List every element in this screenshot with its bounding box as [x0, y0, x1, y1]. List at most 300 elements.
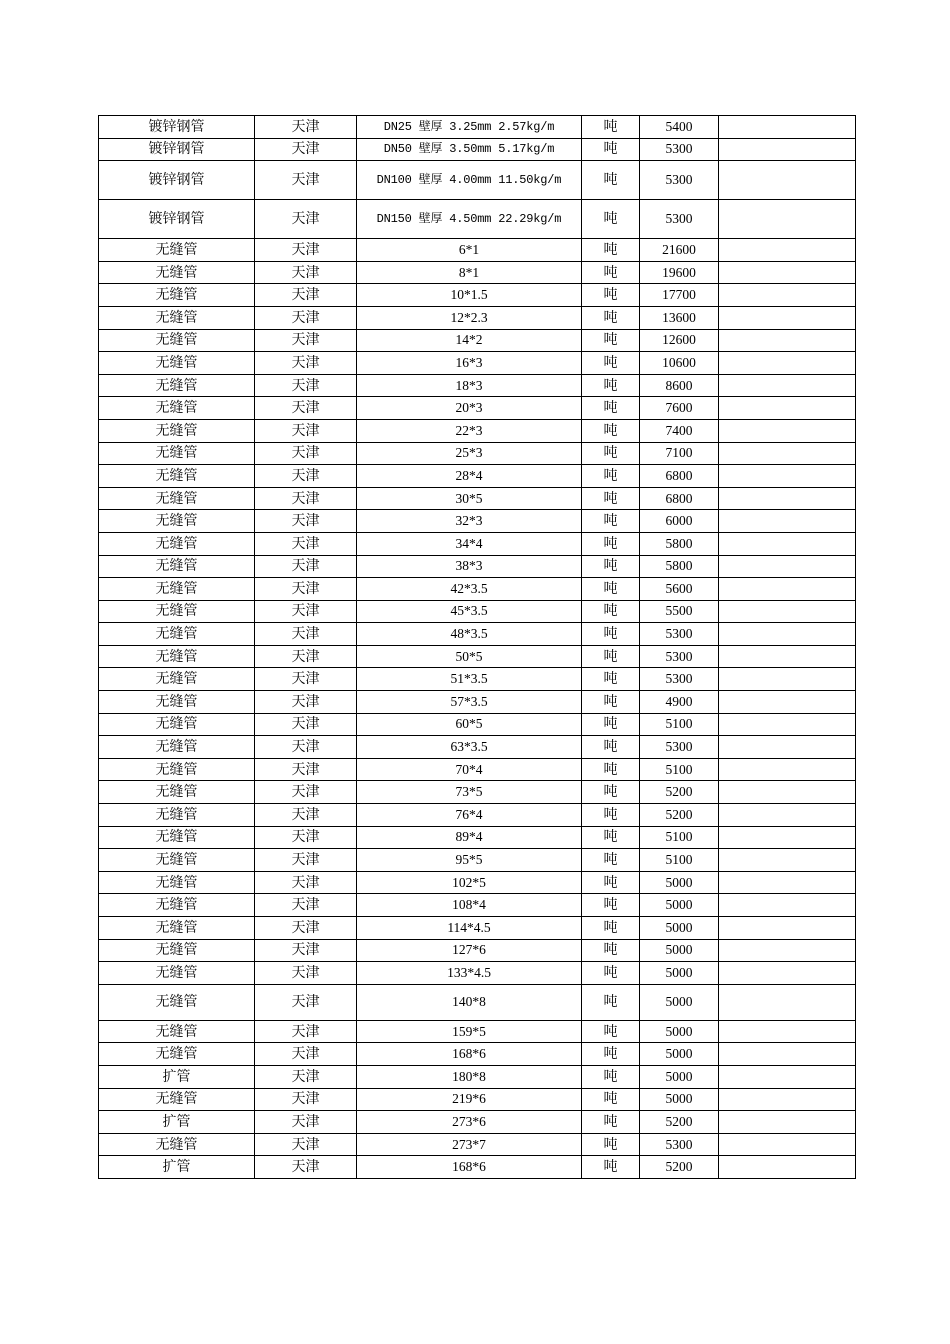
table-row	[99, 161, 856, 200]
unit-cell: 吨	[582, 600, 640, 623]
table-row	[99, 239, 856, 262]
table-row	[99, 352, 856, 375]
price-cell: 5300	[640, 668, 719, 691]
price-cell: 5100	[640, 758, 719, 781]
city-cell: 天津	[255, 352, 357, 375]
unit-cell: 吨	[582, 645, 640, 668]
spec-cell: 168*6	[357, 1043, 582, 1066]
product-name-cell: 无缝管	[99, 465, 255, 488]
price-cell: 5300	[640, 138, 719, 161]
unit-cell: 吨	[582, 374, 640, 397]
table-row	[99, 138, 856, 161]
spec-cell: 16*3	[357, 352, 582, 375]
spec-cell: 219*6	[357, 1088, 582, 1111]
unit-cell: 吨	[582, 442, 640, 465]
city-cell: 天津	[255, 645, 357, 668]
price-cell: 5300	[640, 161, 719, 200]
table-row	[99, 465, 856, 488]
city-cell: 天津	[255, 261, 357, 284]
table-row	[99, 781, 856, 804]
product-name-cell: 镀锌钢管	[99, 200, 255, 239]
price-cell: 19600	[640, 261, 719, 284]
note-cell	[719, 465, 856, 488]
price-cell: 5100	[640, 713, 719, 736]
unit-cell: 吨	[582, 962, 640, 985]
spec-cell: 12*2.3	[357, 306, 582, 329]
product-name-cell: 扩管	[99, 1111, 255, 1134]
spec-cell: 73*5	[357, 781, 582, 804]
note-cell	[719, 871, 856, 894]
table-row	[99, 329, 856, 352]
note-cell	[719, 329, 856, 352]
product-name-cell: 无缝管	[99, 917, 255, 940]
price-cell: 5000	[640, 984, 719, 1020]
table-row	[99, 1065, 856, 1088]
unit-cell: 吨	[582, 623, 640, 646]
unit-cell: 吨	[582, 161, 640, 200]
note-cell	[719, 849, 856, 872]
note-cell	[719, 1133, 856, 1156]
price-cell: 8600	[640, 374, 719, 397]
price-cell: 5100	[640, 826, 719, 849]
product-name-cell: 无缝管	[99, 668, 255, 691]
price-cell: 5500	[640, 600, 719, 623]
spec-cell: 20*3	[357, 397, 582, 420]
table-row	[99, 668, 856, 691]
unit-cell: 吨	[582, 1065, 640, 1088]
note-cell	[719, 1043, 856, 1066]
city-cell: 天津	[255, 871, 357, 894]
price-cell: 5000	[640, 1088, 719, 1111]
spec-cell: 32*3	[357, 510, 582, 533]
city-cell: 天津	[255, 917, 357, 940]
price-cell: 5400	[640, 116, 719, 139]
product-name-cell: 无缝管	[99, 487, 255, 510]
product-name-cell: 无缝管	[99, 871, 255, 894]
city-cell: 天津	[255, 306, 357, 329]
spec-cell: 273*7	[357, 1133, 582, 1156]
table-row	[99, 600, 856, 623]
unit-cell: 吨	[582, 138, 640, 161]
spec-cell: 180*8	[357, 1065, 582, 1088]
unit-cell: 吨	[582, 1020, 640, 1043]
product-name-cell: 无缝管	[99, 532, 255, 555]
note-cell	[719, 397, 856, 420]
product-name-cell: 扩管	[99, 1065, 255, 1088]
city-cell: 天津	[255, 487, 357, 510]
price-cell: 5200	[640, 1111, 719, 1134]
table-row	[99, 116, 856, 139]
note-cell	[719, 1156, 856, 1179]
spec-cell: 8*1	[357, 261, 582, 284]
city-cell: 天津	[255, 1111, 357, 1134]
price-cell: 12600	[640, 329, 719, 352]
product-name-cell: 无缝管	[99, 1043, 255, 1066]
note-cell	[719, 826, 856, 849]
product-name-cell: 无缝管	[99, 352, 255, 375]
note-cell	[719, 645, 856, 668]
table-row	[99, 200, 856, 239]
note-cell	[719, 962, 856, 985]
spec-cell: 60*5	[357, 713, 582, 736]
table-row	[99, 284, 856, 307]
note-cell	[719, 939, 856, 962]
note-cell	[719, 600, 856, 623]
product-name-cell: 无缝管	[99, 713, 255, 736]
note-cell	[719, 239, 856, 262]
table-row	[99, 1111, 856, 1134]
price-cell: 5300	[640, 736, 719, 759]
note-cell	[719, 352, 856, 375]
spec-cell: 273*6	[357, 1111, 582, 1134]
product-name-cell: 无缝管	[99, 239, 255, 262]
price-cell: 5000	[640, 1043, 719, 1066]
note-cell	[719, 578, 856, 601]
price-cell: 5000	[640, 962, 719, 985]
city-cell: 天津	[255, 1156, 357, 1179]
note-cell	[719, 1088, 856, 1111]
price-cell: 7600	[640, 397, 719, 420]
product-name-cell: 无缝管	[99, 555, 255, 578]
price-cell: 5000	[640, 871, 719, 894]
unit-cell: 吨	[582, 1111, 640, 1134]
price-cell: 6800	[640, 487, 719, 510]
unit-cell: 吨	[582, 668, 640, 691]
unit-cell: 吨	[582, 116, 640, 139]
city-cell: 天津	[255, 1088, 357, 1111]
city-cell: 天津	[255, 1065, 357, 1088]
table-row	[99, 713, 856, 736]
price-table	[98, 115, 856, 1179]
unit-cell: 吨	[582, 284, 640, 307]
price-table-body	[99, 116, 856, 1179]
unit-cell: 吨	[582, 465, 640, 488]
city-cell: 天津	[255, 442, 357, 465]
price-cell: 5200	[640, 1156, 719, 1179]
price-cell: 17700	[640, 284, 719, 307]
table-row	[99, 374, 856, 397]
unit-cell: 吨	[582, 1133, 640, 1156]
product-name-cell: 无缝管	[99, 306, 255, 329]
price-cell: 5200	[640, 804, 719, 827]
table-row	[99, 487, 856, 510]
note-cell	[719, 1020, 856, 1043]
note-cell	[719, 487, 856, 510]
table-row	[99, 917, 856, 940]
table-row	[99, 532, 856, 555]
price-cell: 5000	[640, 1065, 719, 1088]
unit-cell: 吨	[582, 1043, 640, 1066]
product-name-cell: 无缝管	[99, 691, 255, 714]
spec-cell: 159*5	[357, 1020, 582, 1043]
note-cell	[719, 1065, 856, 1088]
city-cell: 天津	[255, 600, 357, 623]
note-cell	[719, 984, 856, 1020]
city-cell: 天津	[255, 713, 357, 736]
price-cell: 5000	[640, 894, 719, 917]
price-cell: 5800	[640, 555, 719, 578]
table-row	[99, 1156, 856, 1179]
city-cell: 天津	[255, 161, 357, 200]
city-cell: 天津	[255, 691, 357, 714]
city-cell: 天津	[255, 736, 357, 759]
unit-cell: 吨	[582, 419, 640, 442]
unit-cell: 吨	[582, 736, 640, 759]
table-row	[99, 442, 856, 465]
spec-cell: 34*4	[357, 532, 582, 555]
note-cell	[719, 116, 856, 139]
price-cell: 5300	[640, 1133, 719, 1156]
city-cell: 天津	[255, 116, 357, 139]
city-cell: 天津	[255, 1043, 357, 1066]
price-cell: 5300	[640, 623, 719, 646]
table-row	[99, 645, 856, 668]
price-cell: 5000	[640, 939, 719, 962]
city-cell: 天津	[255, 239, 357, 262]
table-row	[99, 1088, 856, 1111]
unit-cell: 吨	[582, 329, 640, 352]
note-cell	[719, 917, 856, 940]
spec-cell: DN25 壁厚 3.25mm 2.57kg/m	[357, 116, 582, 139]
note-cell	[719, 1111, 856, 1134]
city-cell: 天津	[255, 849, 357, 872]
note-cell	[719, 758, 856, 781]
price-cell: 21600	[640, 239, 719, 262]
city-cell: 天津	[255, 623, 357, 646]
city-cell: 天津	[255, 532, 357, 555]
spec-cell: 38*3	[357, 555, 582, 578]
note-cell	[719, 200, 856, 239]
product-name-cell: 无缝管	[99, 1020, 255, 1043]
note-cell	[719, 713, 856, 736]
note-cell	[719, 138, 856, 161]
spec-cell: 133*4.5	[357, 962, 582, 985]
spec-cell: 10*1.5	[357, 284, 582, 307]
product-name-cell: 无缝管	[99, 984, 255, 1020]
unit-cell: 吨	[582, 578, 640, 601]
table-row	[99, 1133, 856, 1156]
note-cell	[719, 623, 856, 646]
price-cell: 5200	[640, 781, 719, 804]
note-cell	[719, 781, 856, 804]
product-name-cell: 无缝管	[99, 442, 255, 465]
city-cell: 天津	[255, 894, 357, 917]
note-cell	[719, 161, 856, 200]
product-name-cell: 无缝管	[99, 284, 255, 307]
note-cell	[719, 419, 856, 442]
spec-cell: 127*6	[357, 939, 582, 962]
table-row	[99, 1020, 856, 1043]
unit-cell: 吨	[582, 397, 640, 420]
spec-cell: DN100 壁厚 4.00mm 11.50kg/m	[357, 161, 582, 200]
product-name-cell: 无缝管	[99, 261, 255, 284]
product-name-cell: 无缝管	[99, 758, 255, 781]
unit-cell: 吨	[582, 781, 640, 804]
city-cell: 天津	[255, 200, 357, 239]
price-cell: 6000	[640, 510, 719, 533]
spec-cell: 102*5	[357, 871, 582, 894]
price-cell: 5000	[640, 1020, 719, 1043]
spec-cell: 114*4.5	[357, 917, 582, 940]
note-cell	[719, 284, 856, 307]
city-cell: 天津	[255, 826, 357, 849]
spec-cell: 45*3.5	[357, 600, 582, 623]
unit-cell: 吨	[582, 713, 640, 736]
city-cell: 天津	[255, 138, 357, 161]
table-row	[99, 962, 856, 985]
product-name-cell: 无缝管	[99, 894, 255, 917]
note-cell	[719, 555, 856, 578]
city-cell: 天津	[255, 329, 357, 352]
note-cell	[719, 442, 856, 465]
unit-cell: 吨	[582, 871, 640, 894]
note-cell	[719, 894, 856, 917]
spec-cell: 140*8	[357, 984, 582, 1020]
price-cell: 7100	[640, 442, 719, 465]
price-cell: 5000	[640, 917, 719, 940]
product-name-cell: 无缝管	[99, 578, 255, 601]
product-name-cell: 无缝管	[99, 1133, 255, 1156]
price-cell: 5100	[640, 849, 719, 872]
unit-cell: 吨	[582, 758, 640, 781]
city-cell: 天津	[255, 555, 357, 578]
price-cell: 5800	[640, 532, 719, 555]
city-cell: 天津	[255, 1020, 357, 1043]
spec-cell: 25*3	[357, 442, 582, 465]
table-row	[99, 555, 856, 578]
product-name-cell: 无缝管	[99, 939, 255, 962]
spec-cell: 28*4	[357, 465, 582, 488]
product-name-cell: 无缝管	[99, 419, 255, 442]
product-name-cell: 无缝管	[99, 1088, 255, 1111]
unit-cell: 吨	[582, 200, 640, 239]
price-cell: 6800	[640, 465, 719, 488]
note-cell	[719, 261, 856, 284]
note-cell	[719, 736, 856, 759]
table-row	[99, 849, 856, 872]
spec-cell: 57*3.5	[357, 691, 582, 714]
table-row	[99, 984, 856, 1020]
city-cell: 天津	[255, 419, 357, 442]
spec-cell: 89*4	[357, 826, 582, 849]
spec-cell: 30*5	[357, 487, 582, 510]
price-cell: 5300	[640, 200, 719, 239]
table-row	[99, 939, 856, 962]
product-name-cell: 无缝管	[99, 804, 255, 827]
product-name-cell: 镀锌钢管	[99, 138, 255, 161]
city-cell: 天津	[255, 962, 357, 985]
unit-cell: 吨	[582, 826, 640, 849]
unit-cell: 吨	[582, 804, 640, 827]
price-cell: 13600	[640, 306, 719, 329]
unit-cell: 吨	[582, 691, 640, 714]
spec-cell: DN150 壁厚 4.50mm 22.29kg/m	[357, 200, 582, 239]
product-name-cell: 无缝管	[99, 329, 255, 352]
city-cell: 天津	[255, 284, 357, 307]
table-row	[99, 419, 856, 442]
note-cell	[719, 510, 856, 533]
unit-cell: 吨	[582, 510, 640, 533]
spec-cell: 70*4	[357, 758, 582, 781]
spec-cell: 22*3	[357, 419, 582, 442]
table-row	[99, 691, 856, 714]
table-row	[99, 623, 856, 646]
unit-cell: 吨	[582, 1156, 640, 1179]
price-cell: 5600	[640, 578, 719, 601]
unit-cell: 吨	[582, 849, 640, 872]
unit-cell: 吨	[582, 532, 640, 555]
table-row	[99, 261, 856, 284]
note-cell	[719, 374, 856, 397]
product-name-cell: 无缝管	[99, 962, 255, 985]
table-row	[99, 1043, 856, 1066]
product-name-cell: 无缝管	[99, 397, 255, 420]
unit-cell: 吨	[582, 939, 640, 962]
unit-cell: 吨	[582, 239, 640, 262]
product-name-cell: 无缝管	[99, 849, 255, 872]
note-cell	[719, 532, 856, 555]
product-name-cell: 镀锌钢管	[99, 116, 255, 139]
product-name-cell: 无缝管	[99, 826, 255, 849]
unit-cell: 吨	[582, 555, 640, 578]
spec-cell: 95*5	[357, 849, 582, 872]
unit-cell: 吨	[582, 894, 640, 917]
unit-cell: 吨	[582, 917, 640, 940]
city-cell: 天津	[255, 1133, 357, 1156]
price-cell: 4900	[640, 691, 719, 714]
product-name-cell: 无缝管	[99, 623, 255, 646]
note-cell	[719, 306, 856, 329]
price-cell: 10600	[640, 352, 719, 375]
table-row	[99, 736, 856, 759]
unit-cell: 吨	[582, 261, 640, 284]
spec-cell: 168*6	[357, 1156, 582, 1179]
product-name-cell: 无缝管	[99, 781, 255, 804]
city-cell: 天津	[255, 804, 357, 827]
unit-cell: 吨	[582, 306, 640, 329]
table-row	[99, 758, 856, 781]
table-row	[99, 894, 856, 917]
spec-cell: 51*3.5	[357, 668, 582, 691]
spec-cell: 42*3.5	[357, 578, 582, 601]
table-row	[99, 804, 856, 827]
table-row	[99, 578, 856, 601]
spec-cell: 14*2	[357, 329, 582, 352]
spec-cell: 48*3.5	[357, 623, 582, 646]
product-name-cell: 无缝管	[99, 645, 255, 668]
city-cell: 天津	[255, 939, 357, 962]
spec-cell: 108*4	[357, 894, 582, 917]
city-cell: 天津	[255, 578, 357, 601]
city-cell: 天津	[255, 465, 357, 488]
city-cell: 天津	[255, 668, 357, 691]
table-row	[99, 510, 856, 533]
city-cell: 天津	[255, 397, 357, 420]
city-cell: 天津	[255, 758, 357, 781]
unit-cell: 吨	[582, 487, 640, 510]
spec-cell: 63*3.5	[357, 736, 582, 759]
city-cell: 天津	[255, 984, 357, 1020]
unit-cell: 吨	[582, 984, 640, 1020]
city-cell: 天津	[255, 374, 357, 397]
spec-cell: 50*5	[357, 645, 582, 668]
unit-cell: 吨	[582, 1088, 640, 1111]
price-cell: 7400	[640, 419, 719, 442]
product-name-cell: 镀锌钢管	[99, 161, 255, 200]
product-name-cell: 无缝管	[99, 374, 255, 397]
note-cell	[719, 804, 856, 827]
table-row	[99, 306, 856, 329]
